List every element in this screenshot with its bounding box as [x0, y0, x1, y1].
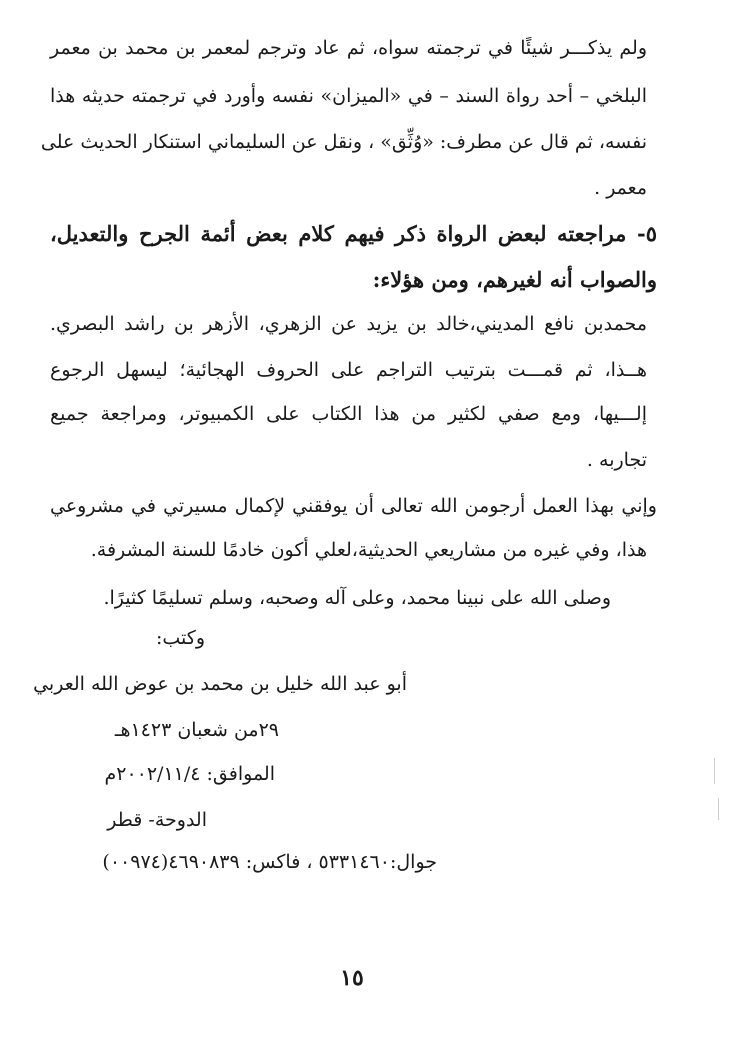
- signature-place: الدوحة- قطر: [107, 809, 207, 831]
- paragraph-1-line-4: معمر .: [594, 177, 647, 199]
- paragraph-1-line-2: البلخي – أحد رواة السند – في «الميزان» نفسه وأورد في ترجمته حديثه هذا: [50, 85, 647, 107]
- section-5-heading-line-1: ٥- مراجعته لبعض الرواة ذكر فيهم كلام بعض أئمة الجرح والتعديل،: [50, 221, 657, 246]
- signature-date-gregorian: الموافق: ٢٠٠٢/١١/٤م: [104, 763, 275, 785]
- paragraph-1-line-3: نفسه، ثم قال عن مطرف: «وُثِّق» ، ونقل عن السليماني استنكار الحديث على: [40, 131, 647, 153]
- paragraph-3-line-2: هذا، وفي غيره من مشاريعي الحديثية،لعلي أكون خادمًا للسنة المشرفة.: [90, 539, 647, 561]
- closing-prayer: وصلى الله على نبينا محمد، وعلى آله وصحبه، وسلم تسليمًا كثيرًا.: [103, 587, 611, 609]
- scan-speck: [714, 758, 715, 784]
- section-5-heading-line-2: والصواب أنه لغيرهم، ومن هؤلاء:: [372, 267, 657, 292]
- signature-contact: جوال:٥٣٣١٤٦٠ ، فاكس: ٤٦٩٠٨٣٩(٠٠٩٧٤): [102, 851, 437, 873]
- paragraph-2-line-4: تجاربه .: [586, 449, 647, 471]
- scan-speck: [718, 798, 719, 820]
- paragraph-2-line-1: محمدبن نافع المديني،خالد بن يزيد عن الزهري، الأزهر بن راشد البصري.: [50, 313, 647, 335]
- paragraph-2-line-2: هــذا، ثم قمـــت بترتيب التراجم على الحروف الهجائية؛ ليسهل الرجوع: [50, 359, 647, 381]
- page-number: ١٥: [340, 965, 364, 991]
- signature-wrote-label: وكتب:: [155, 627, 205, 649]
- paragraph-3-line-1: وإني بهذا العمل أرجومن الله تعالى أن يوفقني لإكمال مسيرتي في مشروعي: [50, 495, 657, 517]
- signature-date-hijri: ٢٩من شعبان ١٤٢٣هـ: [114, 719, 279, 741]
- paragraph-2-line-3: إلـــيها، ومع صفي لكثير من هذا الكتاب على الكمبيوتر، ومراجعة جميع: [50, 403, 647, 425]
- paragraph-1-line-1: ولم يذكـــر شيئًا في ترجمته سواه، ثم عاد وترجم لمعمر بن محمد بن معمر: [50, 37, 647, 59]
- signature-author-name: أبو عبد الله خليل بن محمد بن عوض الله العربي: [33, 673, 407, 695]
